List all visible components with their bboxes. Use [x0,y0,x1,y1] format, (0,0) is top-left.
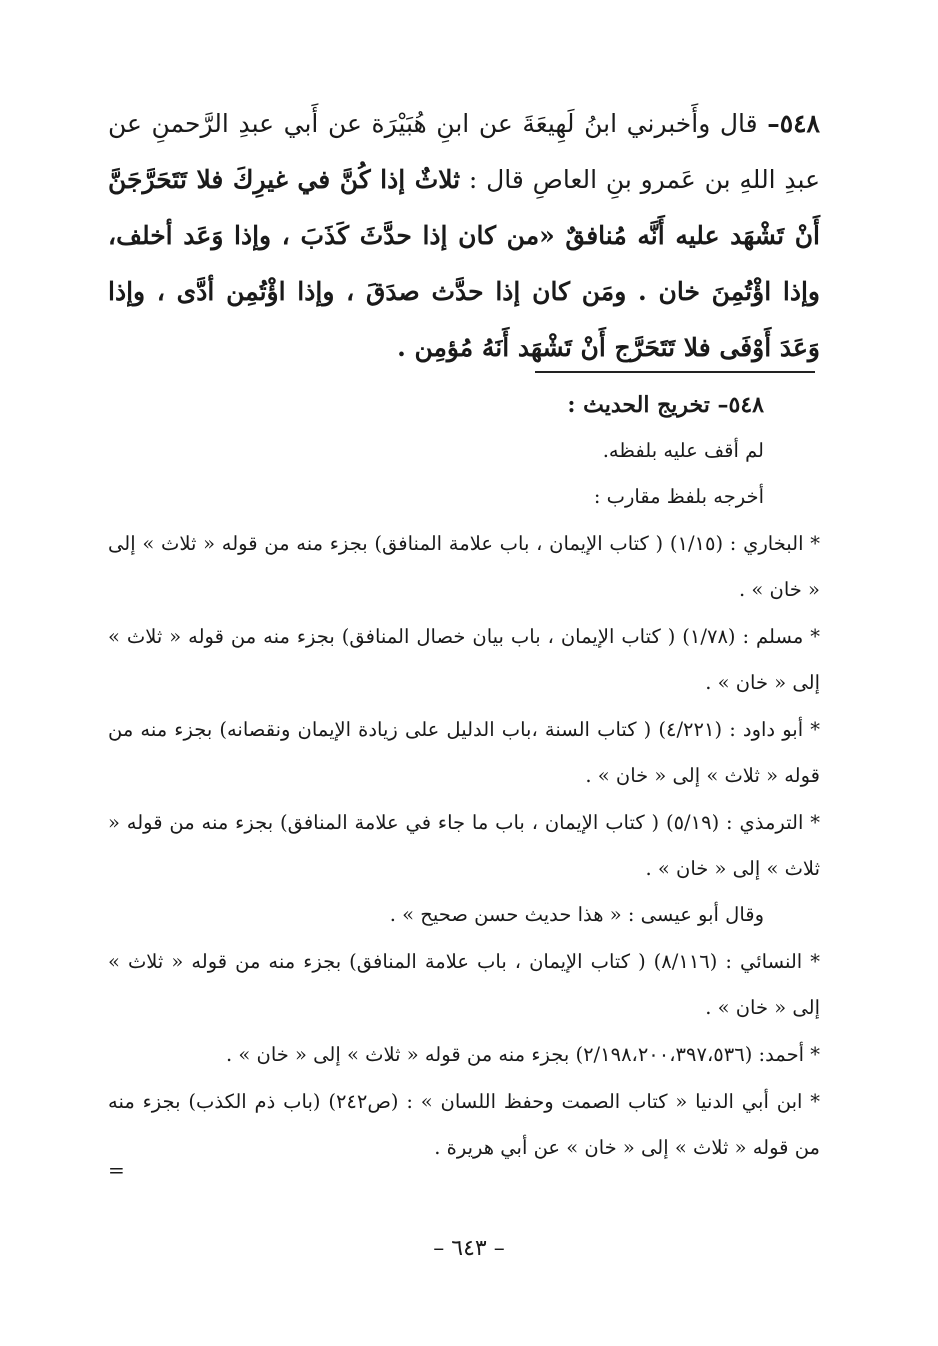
continuation-mark: = [108,1158,125,1182]
takhrij-title: ٥٤٨– تخريج الحديث : [567,392,764,418]
hadith-number: ٥٤٨– [767,109,820,138]
takhrij-section [108,382,820,1171]
hadith-text [108,96,820,376]
hadith-matn: ثلاثٌ إذا كُنَّ في غيرِكَ فلا تَتَحَرَّجَنَّ أَنْ تَشْهَد عليه أَنَّه مُنافقٌ «من كان إذا حدَّثَ كَذَبَ ، وإذا وَعَد أخلف، وإذا اؤْتُمِنَ خان . ومَن كان إذا حدَّث صدَقَ ، وإذا اؤْتُمِن أدَّى ، وإذا وَعَدَ أَوْفَى فلا تَتَحَرَّج أَنْ تَشْهَد أَنَهُ مُؤمِن . [108,165,820,362]
takhrij-note: وقال أبو عيسى : « هذا حديث حسن صحيح » . [389,903,764,926]
takhrij-entry-ahmad: * أحمد: (٢/١٩٨،٢٠٠،٣٩٧،٥٣٦) بجزء منه من قوله « ثلاث » إلى « خان » . [226,1043,820,1066]
takhrij-entry-abudawud: * أبو داود : (٤/٢٢١) ( كتاب السنة ،باب الدليل على زيادة الإيمان ونقصانه) بجزء منه من قوله « ثلاث » إلى « خان » . [108,718,821,787]
takhrij-entry-tirmidhi: * الترمذي : (٥/١٩) ( كتاب الإيمان ، باب ما جاء في علامة المنافق) بجزء منه من قوله « ثلاث » إلى « خان » . [108,811,820,880]
takhrij-entry-bukhari: * البخاري : (١/١٥) ( كتاب الإيمان ، باب علامة المنافق) بجزء منه من قوله « ثلاث » إلى « خان » . [108,532,820,601]
hadith-isnad: قال وأَخبرني ابنُ لَهِيعَةَ عن ابنِ هُبَيْرَة عن أَبي عبدِ الرَّحمنِ عن عبدِ اللهِ بن عَمرو بنِ العاصِ قال : [108,109,820,194]
takhrij-line-2: أخرجه بلفظ مقارب : [593,485,764,508]
takhrij-entry-muslim: * مسلم : (١/٧٨) ( كتاب الإيمان ، باب بيان خصال المنافق) بجزء منه من قوله « ثلاث » إلى « خان » . [108,625,820,694]
takhrij-line-1: لم أقف عليه بلفظه. [602,439,764,462]
section-divider [535,371,815,373]
takhrij-entry-ibnabiddunya: * ابن أبي الدنيا « كتاب الصمت وحفظ اللسان » : (ص٢٤٢) (باب ذم الكذب) بجزء منه من قوله « ثلاث » إلى « خان » عن أبي هريرة . [108,1090,821,1159]
takhrij-entry-nasai: * النسائي : (٨/١١٦) ( كتاب الإيمان ، باب علامة المنافق) بجزء منه من قوله « ثلاث » إلى « خان » . [108,950,820,1019]
page-number: – ٦٤٣ – [433,1236,505,1261]
